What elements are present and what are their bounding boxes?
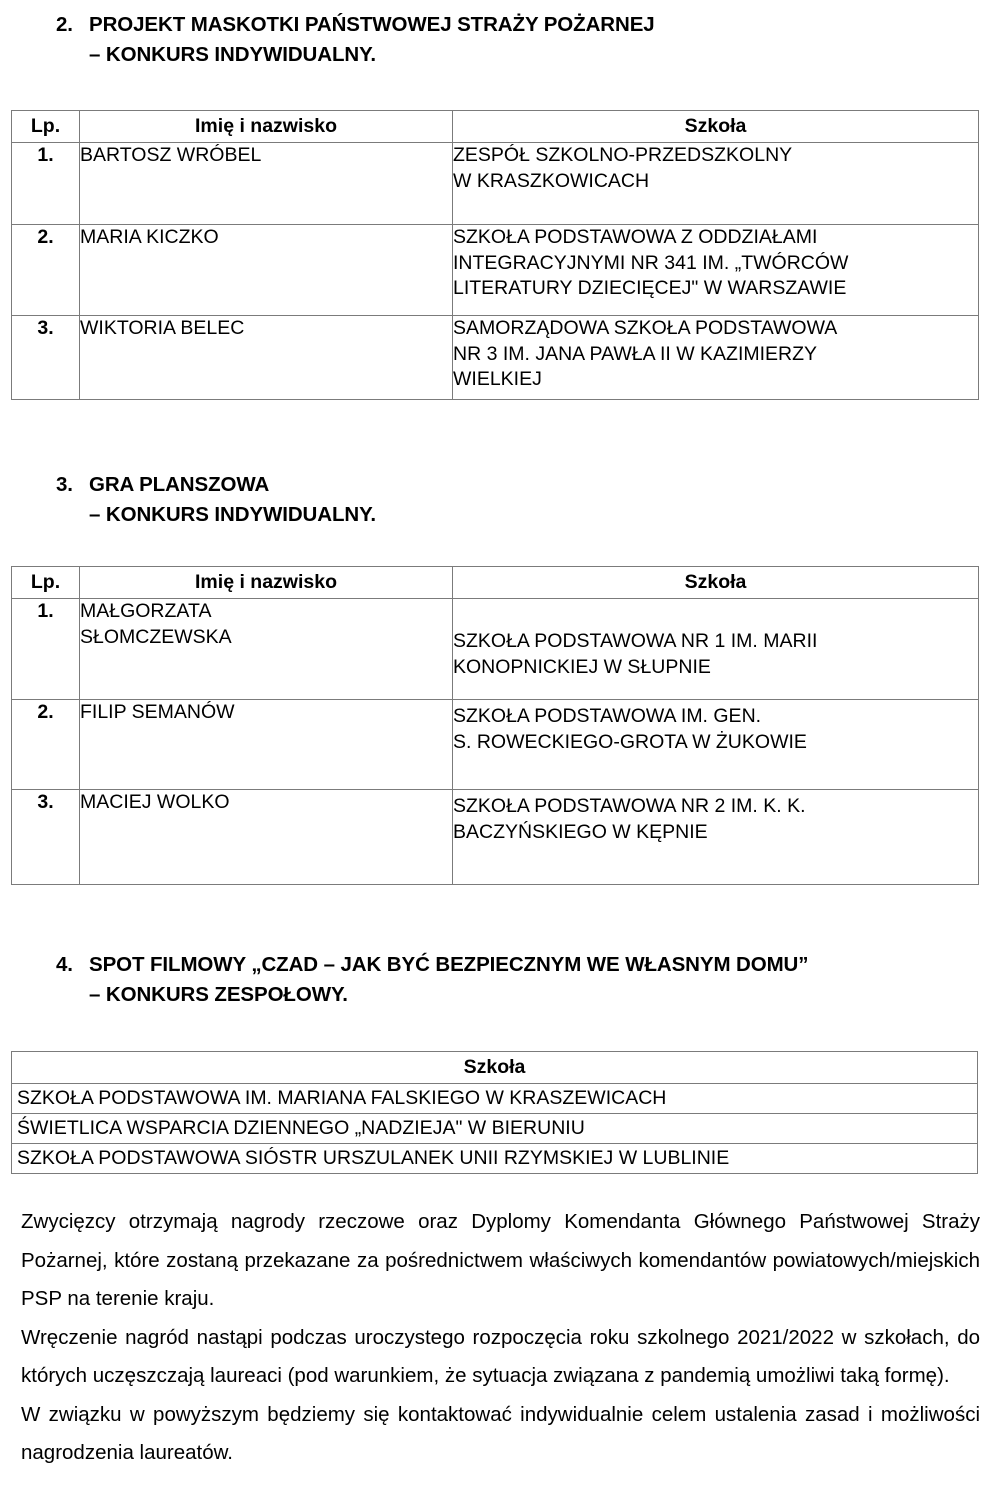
cell-school: ŚWIETLICA WSPARCIA DZIENNEGO „NADZIEJA" W BIERUNIU [12, 1114, 978, 1144]
cell-school [453, 790, 979, 885]
cell-name: BARTOSZ WRÓBEL [80, 143, 453, 225]
section-number: 3. [56, 473, 73, 496]
cell-lp: 3. [12, 316, 80, 400]
cell-school: SZKOŁA PODSTAWOWA SIÓSTR URSZULANEK UNII RZYMSKIEJ W LUBLINIE [12, 1144, 978, 1174]
cell-lp: 3. [12, 790, 80, 885]
school-line: SZKOŁA PODSTAWOWA NR 2 IM. K. K. [453, 795, 806, 817]
table-video-results [11, 1051, 978, 1174]
cell-school [453, 700, 979, 790]
table-boardgame-results [11, 566, 979, 885]
cell-lp: 2. [12, 700, 80, 790]
school-line: INTEGRACYJNYMI NR 341 IM. „TWÓRCÓW [453, 251, 849, 274]
table-row [12, 599, 979, 700]
column-header-school: Szkoła [12, 1052, 978, 1084]
heading-line-primary [56, 950, 982, 980]
cell-school [453, 225, 979, 316]
name-line: MAŁGORZATA [80, 600, 212, 622]
table-header-row [12, 567, 979, 599]
column-header-school: Szkoła [453, 111, 979, 143]
name-line: SŁOMCZEWSKA [80, 625, 232, 648]
column-header-lp: Lp. [12, 567, 80, 599]
section-title: GRA PLANSZOWA [89, 473, 270, 496]
section-heading-video [56, 950, 982, 1010]
closing-text-block [21, 1203, 980, 1473]
cell-school [453, 316, 979, 400]
school-line: SZKOŁA PODSTAWOWA IM. GEN. [453, 705, 762, 727]
cell-name: MARIA KICZKO [80, 225, 453, 316]
cell-name: FILIP SEMANÓW [80, 700, 453, 790]
cell-name: WIKTORIA BELEC [80, 316, 453, 400]
column-header-name: Imię i nazwisko [80, 567, 453, 599]
school-line: BACZYŃSKIEGO W KĘPNIE [453, 820, 708, 843]
table-row [12, 790, 979, 885]
column-header-lp: Lp. [12, 111, 80, 143]
table-header-row [12, 111, 979, 143]
section-subtitle: – KONKURS INDYWIDUALNY. [89, 503, 376, 526]
school-line: S. ROWECKIEGO-GROTA W ŻUKOWIE [453, 730, 807, 753]
table-row [12, 1084, 978, 1114]
cell-lp: 1. [12, 599, 80, 700]
section-number: 2. [56, 13, 73, 36]
closing-paragraph: Wręczenie nagród nastąpi podczas uroczystego rozpoczęcia roku szkolnego 2021/2022 w szkołach, do których uczęszczają laureaci (pod warunkiem, że sytuacja związana z pandemią umożliwi taką formę). [21, 1325, 980, 1387]
cell-lp: 1. [12, 143, 80, 225]
section-heading-mascot [56, 10, 982, 70]
table-row [12, 1114, 978, 1144]
closing-paragraph: Zwycięzcy otrzymają nagrody rzeczowe oraz Dyplomy Komendanta Głównego Państwowej Straży Pożarnej, które zostaną przekazane za pośrednictwem właściwych komendantów powiatowych/miejskich PSP na terenie kraju. [21, 1210, 980, 1310]
school-line: SZKOŁA PODSTAWOWA Z ODDZIAŁAMI [453, 226, 818, 248]
school-line: NR 3 IM. JANA PAWŁA II W KAZIMIERZY [453, 342, 818, 365]
cell-school [453, 599, 979, 700]
cell-school: SZKOŁA PODSTAWOWA IM. MARIANA FALSKIEGO W KRASZEWICACH [12, 1084, 978, 1114]
table-row [12, 225, 979, 316]
heading-line-primary [56, 10, 982, 40]
section-title: PROJEKT MASKOTKI PAŃSTWOWEJ STRAŻY POŻARNEJ [89, 13, 655, 36]
school-line: ZESPÓŁ SZKOLNO-PRZEDSZKOLNY [453, 144, 793, 166]
cell-school [453, 143, 979, 225]
table-mascot-results [11, 110, 979, 400]
cell-name [80, 599, 453, 700]
table-header-row [12, 1052, 978, 1084]
school-line: KONOPNICKIEJ W SŁUPNIE [453, 655, 711, 678]
school-line: SAMORZĄDOWA SZKOŁA PODSTAWOWA [453, 317, 838, 339]
school-line: W KRASZKOWICACH [453, 169, 650, 192]
table-row [12, 1144, 978, 1174]
column-header-school: Szkoła [453, 567, 979, 599]
school-line: WIELKIEJ [453, 368, 542, 390]
section-title: SPOT FILMOWY „CZAD – JAK BYĆ BEZPIECZNYM WE WŁASNYM DOMU” [89, 953, 809, 976]
section-subtitle: – KONKURS INDYWIDUALNY. [89, 43, 376, 66]
table-row [12, 316, 979, 400]
section-heading-boardgame [56, 470, 982, 530]
section-subtitle: – KONKURS ZESPOŁOWY. [89, 983, 348, 1006]
school-line: LITERATURY DZIECIĘCEJ" W WARSZAWIE [453, 277, 847, 299]
closing-paragraph: W związku w powyższym będziemy się kontaktować indywidualnie celem ustalenia zasad i możliwości nagrodzenia laureatów. [21, 1402, 980, 1464]
heading-line-primary [56, 470, 982, 500]
section-number: 4. [56, 953, 73, 976]
cell-name: MACIEJ WOLKO [80, 790, 453, 885]
column-header-name: Imię i nazwisko [80, 111, 453, 143]
cell-lp: 2. [12, 225, 80, 316]
school-line: SZKOŁA PODSTAWOWA NR 1 IM. MARII [453, 630, 818, 652]
table-row [12, 700, 979, 790]
table-row [12, 143, 979, 225]
